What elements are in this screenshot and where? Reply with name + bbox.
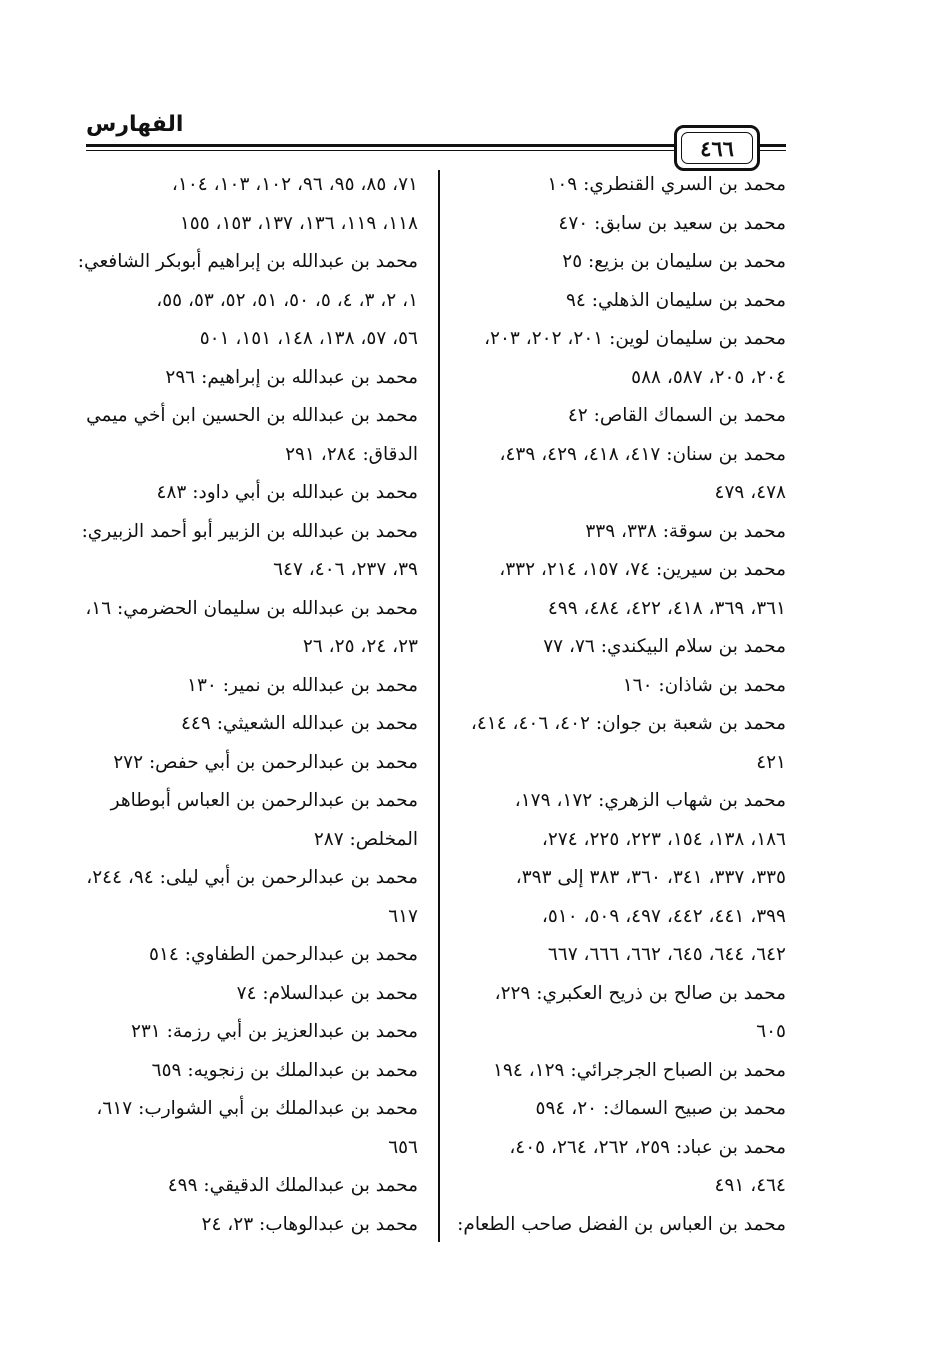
index-entry-line: محمد بن عبدالرحمن بن أبي حفص: ٢٧٢	[113, 751, 418, 773]
index-entry-line: محمد بن عبدالله بن الحسين ابن أخي ميمي	[86, 405, 418, 426]
section-title: الفهارس	[86, 112, 184, 137]
index-entry-line: محمد بن عبدالله بن إبراهيم أبوبكر الشافعي:	[77, 251, 418, 272]
index-entry-line: محمد بن سعيد بن سابق: ٤٧٠	[558, 212, 786, 234]
index-entry-line: محمد بن سنان: ٤١٧، ٤١٨، ٤٢٩، ٤٣٩،	[499, 443, 786, 465]
index-entry-line: محمد بن الصباح الجرجرائي: ١٢٩، ١٩٤	[493, 1059, 786, 1081]
index-entry-line: محمد بن سوقة: ٣٣٨، ٣٣٩	[585, 520, 786, 542]
index-entry-line: ١، ٢، ٣، ٤، ٥، ٥٠، ٥١، ٥٢، ٥٣، ٥٥،	[156, 289, 418, 311]
index-column-left	[77, 166, 418, 1244]
index-entry-line: محمد بن عبدالوهاب: ٢٣، ٢٤	[201, 1213, 418, 1235]
index-entry-line: ٢٣، ٢٤، ٢٥، ٢٦	[302, 636, 418, 657]
index-entry-line: ٣٩٩، ٤٤١، ٤٤٢، ٤٩٧، ٥٠٩، ٥١٠،	[541, 905, 786, 927]
index-entry-line: محمد بن عبدالسلام: ٧٤	[236, 982, 418, 1004]
header-rule-right	[758, 144, 786, 151]
index-entry-line: محمد بن عبدالملك الدقيقي: ٤٩٩	[167, 1175, 418, 1196]
index-entry-line: ٤٢١	[756, 751, 786, 773]
index-entry-line: محمد بن عبدالله بن سليمان الحضرمي: ١٦،	[85, 597, 418, 619]
index-entry-line: ٣٩، ٢٣٧، ٤٠٦، ٦٤٧	[273, 559, 418, 580]
index-entry-line: محمد بن السري القنطري: ١٠٩	[547, 174, 786, 195]
index-entry-line: محمد بن صبيح السماك: ٢٠، ٥٩٤	[535, 1098, 786, 1119]
index-entry-line: محمد بن سيرين: ٧٤، ١٥٧، ٢١٤، ٣٣٢،	[499, 559, 786, 580]
index-entry-line: محمد بن عبدالرحمن بن العباس أبوطاهر	[110, 790, 418, 811]
index-entry-line: ٢٠٤، ٢٠٥، ٥٨٧، ٥٨٨	[631, 366, 786, 388]
header-rule	[86, 144, 676, 151]
index-entry-line: محمد بن عبدالرحمن الطفاوي: ٥١٤	[149, 944, 418, 965]
index-entry-line: محمد بن عبدالله بن الزبير أبو أحمد الزبيري:	[81, 520, 418, 542]
index-entry-line: ١٨٦، ١٣٨، ١٥٤، ٢٢٣، ٢٢٥، ٢٧٤،	[541, 828, 786, 850]
index-entry-line: محمد بن سليمان بن بزيع: ٢٥	[562, 251, 786, 272]
page-number: ٤٦٦	[681, 132, 753, 164]
index-entry-line: الدقاق: ٢٨٤، ٢٩١	[285, 443, 418, 465]
index-entry-line: محمد بن عبدالله الشعيثي: ٤٤٩	[181, 713, 418, 734]
index-entry-line: محمد بن عباد: ٢٥٩، ٢٦٢، ٢٦٤، ٤٠٥،	[509, 1136, 786, 1158]
index-entry-line: محمد بن عبدالملك بن زنجويه: ٦٥٩	[151, 1059, 418, 1081]
index-entry-line: ٦٤٢، ٦٤٤، ٦٤٥، ٦٦٢، ٦٦٦، ٦٦٧	[547, 944, 786, 965]
index-entry-line: ٤٧٨، ٤٧٩	[714, 482, 786, 503]
index-entry-line: المخلص: ٢٨٧	[313, 828, 418, 850]
index-entry-line: محمد بن شعبة بن جوان: ٤٠٢، ٤٠٦، ٤١٤،	[470, 713, 786, 734]
column-divider	[438, 170, 440, 1242]
index-entry-line: محمد بن شهاب الزهري: ١٧٢، ١٧٩،	[514, 790, 786, 811]
index-column-right	[458, 166, 786, 1244]
index-entry-line: محمد بن عبدالعزيز بن أبي رزمة: ٢٣١	[130, 1021, 418, 1042]
index-entry-line: محمد بن سليمان لوين: ٢٠١، ٢٠٢، ٢٠٣،	[484, 328, 786, 349]
index-entry-line: ٤٦٤، ٤٩١	[714, 1175, 786, 1196]
index-entry-line: محمد بن عبدالله بن إبراهيم: ٢٩٦	[165, 366, 418, 388]
index-entry-line: ١١٨، ١١٩، ١٣٦، ١٣٧، ١٥٣، ١٥٥	[179, 212, 418, 234]
index-entry-line: ٦٠٥	[756, 1021, 786, 1042]
index-entry-line: محمد بن شاذان: ١٦٠	[622, 674, 786, 696]
index-entry-line: ٣٦١، ٣٦٩، ٤١٨، ٤٢٢، ٤٨٤، ٤٩٩	[547, 597, 786, 619]
index-entry-line: محمد بن العباس بن الفضل صاحب الطعام:	[457, 1213, 786, 1235]
index-entry-line: محمد بن عبدالرحمن بن أبي ليلى: ٩٤، ٢٤٤،	[86, 867, 418, 888]
index-entry-line: محمد بن عبدالله بن أبي داود: ٤٨٣	[156, 482, 418, 503]
page-number-frame	[674, 125, 760, 171]
index-entry-line: ٦١٧	[388, 905, 418, 927]
index-entry-line: ٦٥٦	[388, 1136, 418, 1158]
index-entry-line: ٣٣٥، ٣٣٧، ٣٤١، ٣٦٠، ٣٨٣ إلى ٣٩٣،	[515, 867, 786, 888]
index-entry-line: محمد بن عبدالملك بن أبي الشوارب: ٦١٧،	[96, 1098, 418, 1119]
index-entry-line: محمد بن السماك القاص: ٤٢	[567, 405, 786, 426]
index-entry-line: محمد بن عبدالله بن نمير: ١٣٠	[187, 674, 418, 696]
index-entry-line: ٧١، ٨٥، ٩٥، ٩٦، ١٠٢، ١٠٣، ١٠٤،	[171, 174, 418, 195]
index-entry-line: ٥٦، ٥٧، ١٣٨، ١٤٨، ١٥١، ٥٠١	[199, 328, 418, 349]
index-entry-line: محمد بن سليمان الذهلي: ٩٤	[565, 289, 786, 311]
index-entry-line: محمد بن سلام البيكندي: ٧٦، ٧٧	[543, 636, 786, 657]
index-entry-line: محمد بن صالح بن ذريح العكبري: ٢٢٩،	[494, 982, 786, 1004]
